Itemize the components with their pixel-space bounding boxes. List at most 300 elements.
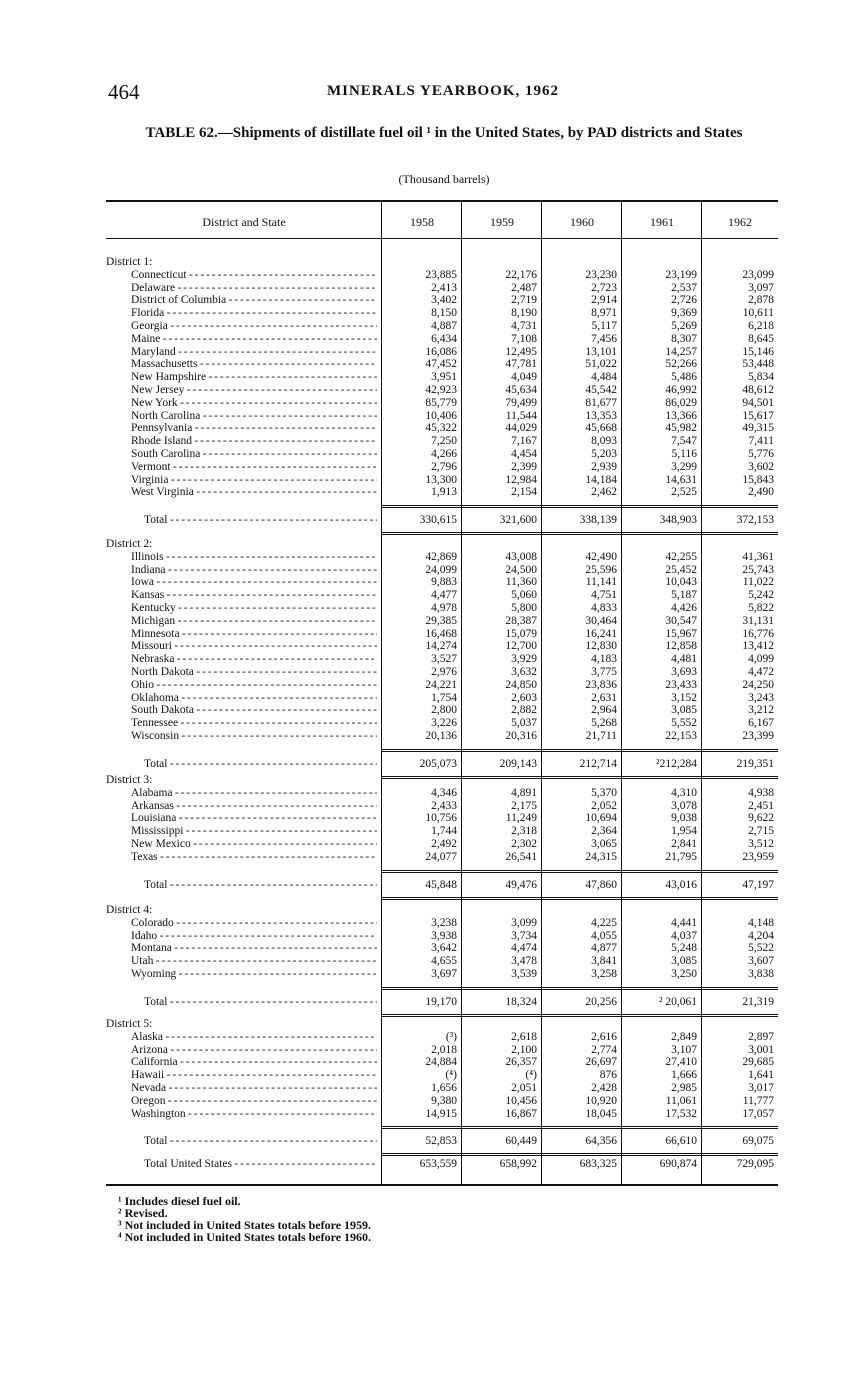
cell-value: 60,449 <box>505 1135 537 1148</box>
table-row <box>106 486 778 499</box>
table-row <box>106 666 778 679</box>
cell-value: 12,830 <box>585 640 617 653</box>
cell-value: 47,781 <box>505 358 537 371</box>
cell-value: 25,452 <box>665 563 697 576</box>
cell-value: 53,448 <box>742 358 774 371</box>
cell-value: 12,858 <box>665 640 697 653</box>
cell-value: 653,559 <box>419 1158 457 1170</box>
row-label: North Dakota - - - <box>131 666 377 679</box>
table-row <box>106 320 778 333</box>
cell-value: 2,490 <box>748 486 774 499</box>
cell-value: 14,915 <box>425 1107 457 1120</box>
row-label: Ohio - - - <box>131 679 377 692</box>
row-label: Massachusetts - - - <box>131 358 377 371</box>
cell-value: 23,959 <box>742 850 774 863</box>
cell-value: 13,412 <box>742 640 774 653</box>
footnote: ³ Not included in United States totals before 1959. <box>118 1218 372 1232</box>
cell-value: 2,451 <box>748 799 774 812</box>
cell-value: 5,037 <box>511 717 537 730</box>
cell-value: 13,101 <box>585 345 617 358</box>
cell-value: 47,452 <box>425 358 457 371</box>
cell-value: 48,612 <box>742 384 774 396</box>
cell-value: 2,964 <box>591 704 617 717</box>
footnote: ¹ Includes diesel fuel oil. <box>118 1194 241 1208</box>
row-label: Pennsylvania - - - <box>131 422 377 435</box>
table-row <box>106 1031 778 1044</box>
cell-value: (³) <box>445 1030 457 1043</box>
table-row <box>106 930 778 943</box>
cell-value: 3,938 <box>431 929 457 942</box>
cell-value: 8,150 <box>431 307 457 320</box>
cell-value: 10,920 <box>585 1094 617 1107</box>
row-label: Oregon - - - <box>131 1095 377 1108</box>
cell-value: 2,051 <box>511 1082 537 1094</box>
total-rule <box>382 532 778 535</box>
cell-value: 5,486 <box>671 371 697 384</box>
table-row <box>106 653 778 666</box>
cell-value: 3,478 <box>511 955 537 968</box>
cell-value: 52,853 <box>425 1135 457 1148</box>
footnote: ⁴ Not included in United States totals before 1960. <box>118 1230 372 1244</box>
cell-value: 11,249 <box>505 812 537 825</box>
cell-value: 2,525 <box>671 486 697 499</box>
table-row <box>106 851 778 864</box>
cell-value: 11,777 <box>742 1094 774 1107</box>
cell-value: 12,700 <box>505 640 537 653</box>
cell-value: 3,099 <box>511 916 537 929</box>
cell-value: 49,476 <box>505 878 537 891</box>
cell-value: 2,719 <box>511 294 537 307</box>
table-row <box>106 1095 778 1108</box>
cell-value: 2,800 <box>431 704 457 717</box>
cell-value: 3,929 <box>511 653 537 666</box>
cell-value: 9,369 <box>671 307 697 320</box>
cell-value: 3,527 <box>431 653 457 666</box>
cell-value: 26,697 <box>585 1056 617 1069</box>
cell-value: 42,923 <box>425 384 457 396</box>
cell-value: 876 <box>599 1069 617 1082</box>
cell-value: 2,976 <box>431 666 457 678</box>
table-row <box>106 717 778 730</box>
cell-value: 14,274 <box>425 640 457 653</box>
cell-value: 4,204 <box>748 929 774 942</box>
table-row <box>106 1044 778 1057</box>
cell-value: 4,454 <box>511 448 537 460</box>
top-rule <box>106 200 778 202</box>
table-row <box>106 448 778 461</box>
cell-value: 2,100 <box>511 1043 537 1056</box>
cell-value: 8,190 <box>511 307 537 320</box>
cell-value: 13,366 <box>665 409 697 422</box>
cell-value: 15,967 <box>665 627 697 640</box>
cell-value: 5,187 <box>671 589 697 602</box>
cell-value: 3,085 <box>671 704 697 717</box>
cell-value: 47,860 <box>585 878 617 891</box>
cell-value: 16,086 <box>425 345 457 358</box>
cell-value: 23,399 <box>742 730 774 742</box>
row-label: Connecticut - - - <box>131 269 377 282</box>
cell-value: 3,212 <box>748 704 774 717</box>
cell-value: 5,776 <box>748 448 774 460</box>
cell-value: 4,055 <box>591 929 617 942</box>
row-label: Utah - - - <box>131 955 377 968</box>
cell-value: 683,325 <box>579 1158 617 1170</box>
row-label: Colorado - - - <box>131 917 377 930</box>
total-row <box>106 1135 778 1148</box>
table-row <box>106 564 778 577</box>
cell-value: 8,307 <box>671 332 697 345</box>
cell-value: 3,085 <box>671 955 697 968</box>
row-label: Vermont - - - <box>131 461 377 474</box>
cell-value: 23,433 <box>665 678 697 691</box>
cell-value: 24,884 <box>425 1056 457 1069</box>
cell-value: 2,878 <box>748 294 774 307</box>
row-label: Maine - - - <box>131 333 377 346</box>
total-rule <box>382 897 778 900</box>
row-label: New Hampshire - - - <box>131 371 377 384</box>
cell-value: 45,848 <box>425 878 457 891</box>
cell-value: 3,250 <box>671 968 697 980</box>
table-row <box>106 692 778 705</box>
row-label: Arkansas - - - <box>131 800 377 813</box>
row-label: Idaho - - - <box>131 930 377 943</box>
page-header <box>108 80 778 106</box>
cell-value: 17,057 <box>742 1107 774 1120</box>
table-row <box>106 269 778 282</box>
total-rule <box>382 749 778 752</box>
cell-value: 2,175 <box>511 799 537 812</box>
table-title: TABLE 62.—Shipments of distillate fuel oil ¹ in the United States, by PAD districts and States <box>145 125 743 141</box>
row-label: Washington - - - <box>131 1108 377 1121</box>
cell-value: 3,607 <box>748 955 774 968</box>
cell-value: 4,310 <box>671 786 697 799</box>
cell-value: 12,984 <box>505 473 537 486</box>
cell-value: 4,731 <box>511 320 537 332</box>
cell-value: 5,242 <box>748 589 774 602</box>
row-label: New Mexico - - - <box>131 838 377 851</box>
cell-value: 2,849 <box>671 1030 697 1043</box>
district-heading <box>106 1018 778 1031</box>
cell-value: 3,017 <box>748 1082 774 1094</box>
cell-value: 5,116 <box>671 448 697 460</box>
row-label: South Dakota - - - <box>131 704 377 717</box>
cell-value: 42,255 <box>665 550 697 563</box>
row-label: Total - - - <box>144 514 377 527</box>
row-label: Indiana - - - <box>131 564 377 577</box>
cell-value: 2,939 <box>591 460 617 473</box>
cell-value: 7,411 <box>748 435 774 448</box>
row-label: Iowa - - - <box>131 576 377 589</box>
cell-value: 7,250 <box>431 435 457 448</box>
column-header-1962: 1962 <box>728 215 752 229</box>
row-label: Total - - - <box>144 1135 377 1148</box>
cell-value: 4,877 <box>591 942 617 955</box>
data-table <box>106 200 778 1188</box>
cell-value: 16,241 <box>585 627 617 640</box>
cell-value: 51,022 <box>585 358 617 371</box>
row-label: Kentucky - - - <box>131 602 377 615</box>
row-label: Alabama - - - <box>131 787 377 800</box>
cell-value: 47,197 <box>742 878 774 891</box>
cell-value: 79,499 <box>505 396 537 409</box>
cell-value: 7,167 <box>511 435 537 448</box>
cell-value: 5,370 <box>591 786 617 799</box>
cell-value: 11,022 <box>742 576 774 589</box>
district-heading <box>106 538 778 551</box>
cell-value: 23,099 <box>742 268 774 281</box>
cell-value: 24,077 <box>425 850 457 863</box>
cell-value: 20,136 <box>425 730 457 742</box>
total-rule <box>382 1014 778 1017</box>
cell-value: 14,257 <box>665 345 697 358</box>
cell-value: 11,360 <box>505 576 537 589</box>
total-rule <box>382 1126 778 1129</box>
table-row <box>106 397 778 410</box>
cell-value: 8,093 <box>591 435 617 448</box>
cell-value: 18,324 <box>505 995 537 1008</box>
cell-value: 45,634 <box>505 384 537 396</box>
row-label: Montana - - - <box>131 942 377 955</box>
cell-value: 7,456 <box>591 332 617 345</box>
cell-value: 1,744 <box>431 825 457 838</box>
cell-value: (⁴) <box>445 1069 457 1082</box>
cell-value: 2,154 <box>511 486 537 499</box>
cell-value: 13,353 <box>585 409 617 422</box>
table-row <box>106 800 778 813</box>
cell-value: 9,380 <box>431 1094 457 1107</box>
cell-value: 30,464 <box>585 614 617 627</box>
cell-value: 4,346 <box>431 786 457 799</box>
cell-value: 6,434 <box>431 332 457 345</box>
cell-value: 94,501 <box>742 396 774 409</box>
cell-value: 9,622 <box>748 812 774 825</box>
row-label: Tennessee - - - <box>131 717 377 730</box>
cell-value: 2,985 <box>671 1082 697 1094</box>
table-row <box>106 825 778 838</box>
footnotes <box>118 1195 371 1243</box>
cell-value: 3,243 <box>748 691 774 704</box>
cell-value: 4,887 <box>431 320 457 332</box>
cell-value: 23,885 <box>425 268 457 281</box>
cell-value: 5,248 <box>671 942 697 955</box>
row-label: Wisconsin - - - <box>131 730 377 743</box>
row-label: North Carolina - - - <box>131 410 377 423</box>
cell-value: 15,079 <box>505 627 537 640</box>
table-row <box>106 384 778 397</box>
row-label: Wyoming - - - <box>131 968 377 981</box>
total-row <box>106 996 778 1009</box>
cell-value: 42,490 <box>585 550 617 563</box>
cell-value: 21,795 <box>665 850 697 863</box>
cell-value: 13,300 <box>425 473 457 486</box>
cell-value: 3,602 <box>748 460 774 473</box>
table-row <box>106 346 778 359</box>
table-row <box>106 787 778 800</box>
cell-value: 45,542 <box>585 384 617 396</box>
cell-value: 43,008 <box>505 550 537 563</box>
cell-value: 3,299 <box>671 460 697 473</box>
row-label: Texas - - - <box>131 851 377 864</box>
cell-value: 86,029 <box>665 396 697 409</box>
footnote: ² Revised. <box>118 1206 168 1220</box>
column-header-district-state: District and State <box>202 215 286 229</box>
row-label: Missouri - - - <box>131 640 377 653</box>
total-row <box>106 758 778 771</box>
cell-value: 690,874 <box>659 1158 697 1170</box>
cell-value: 3,512 <box>748 838 774 850</box>
cell-value: 3,152 <box>671 691 697 704</box>
district-heading <box>106 774 778 787</box>
column-header-1960: 1960 <box>570 215 594 229</box>
cell-value: 5,269 <box>671 320 697 332</box>
cell-value: 5,268 <box>591 717 617 730</box>
cell-value: 2,492 <box>431 838 457 850</box>
table-row <box>106 1082 778 1095</box>
cell-value: 21,711 <box>585 730 617 742</box>
row-label: Total - - - <box>144 758 377 771</box>
cell-value: 14,184 <box>585 473 617 486</box>
cell-value: 15,617 <box>742 409 774 422</box>
cell-value: 2,841 <box>671 838 697 850</box>
cell-value: 2,052 <box>591 799 617 812</box>
district-name: District 5: <box>106 1018 153 1030</box>
cell-value: 24,315 <box>585 850 617 863</box>
cell-value: 20,256 <box>585 995 617 1008</box>
total-row <box>106 514 778 527</box>
district-name: District 1: <box>106 256 153 268</box>
cell-value: 3,226 <box>431 717 457 730</box>
table-row <box>106 576 778 589</box>
cell-value: 2,796 <box>431 460 457 473</box>
cell-value: 3,097 <box>748 281 774 294</box>
table-row <box>106 294 778 307</box>
cell-value: 3,238 <box>431 916 457 929</box>
row-label: Illinois - - - <box>131 551 377 564</box>
table-row <box>106 435 778 448</box>
row-label: California - - - <box>131 1056 377 1069</box>
row-label: Total - - - <box>144 996 377 1009</box>
cell-value: 22,176 <box>505 268 537 281</box>
cell-value: 11,544 <box>505 409 537 422</box>
cell-value: 3,001 <box>748 1043 774 1056</box>
table-row <box>106 704 778 717</box>
cell-value: 6,167 <box>748 717 774 730</box>
cell-value: 8,645 <box>748 332 774 345</box>
cell-value: 2,018 <box>431 1043 457 1056</box>
table-row <box>106 1108 778 1121</box>
cell-value: 10,611 <box>742 307 774 320</box>
cell-value: 4,049 <box>511 371 537 384</box>
cell-value: 9,038 <box>671 812 697 825</box>
cell-value: 2,726 <box>671 294 697 307</box>
row-label: Total United States - - - <box>144 1158 377 1171</box>
cell-value: 29,685 <box>742 1056 774 1069</box>
cell-value: 5,552 <box>671 717 697 730</box>
cell-value: 4,891 <box>511 786 537 799</box>
table-row <box>106 333 778 346</box>
row-label: New York - - - <box>131 397 377 410</box>
cell-value: 9,883 <box>431 576 457 589</box>
cell-value: 16,776 <box>742 627 774 640</box>
cell-value: 15,843 <box>742 473 774 486</box>
total-rule <box>382 870 778 873</box>
cell-value: 348,903 <box>659 514 697 527</box>
cell-value: 27,410 <box>665 1056 697 1069</box>
cell-value: 2,914 <box>591 294 617 307</box>
cell-value: 52,266 <box>665 358 697 371</box>
table-row <box>106 474 778 487</box>
cell-value: 18,045 <box>585 1107 617 1120</box>
cell-value: 4,655 <box>431 955 457 968</box>
cell-value: 3,539 <box>511 968 537 980</box>
cell-value: 1,656 <box>431 1082 457 1094</box>
cell-value: 4,266 <box>431 448 457 460</box>
cell-value: 338,139 <box>579 514 617 527</box>
district-heading <box>106 256 778 269</box>
cell-value: 1,754 <box>431 691 457 704</box>
cell-value: 3,402 <box>431 294 457 307</box>
table-row <box>106 615 778 628</box>
cell-value: 2,364 <box>591 825 617 838</box>
cell-value: 3,838 <box>748 968 774 980</box>
cell-value: 22,153 <box>665 730 697 742</box>
table-row <box>106 307 778 320</box>
cell-value: 24,099 <box>425 563 457 576</box>
district-heading <box>106 904 778 917</box>
cell-value: 4,183 <box>591 653 617 666</box>
table-row <box>106 602 778 615</box>
table-row <box>106 968 778 981</box>
cell-value: 5,522 <box>748 942 774 955</box>
cell-value: 10,043 <box>665 576 697 589</box>
cell-value: 42,869 <box>425 550 457 563</box>
row-label: Oklahoma - - - <box>131 692 377 705</box>
cell-value: 4,477 <box>431 589 457 602</box>
row-label: Mississippi - - - <box>131 825 377 838</box>
cell-value: 16,468 <box>425 627 457 640</box>
cell-value: 5,060 <box>511 589 537 602</box>
district-name: District 3: <box>106 774 153 786</box>
total-rule <box>382 1153 778 1156</box>
cell-value: 29,385 <box>425 614 457 627</box>
row-label: Hawaii - - - <box>131 1069 377 1082</box>
cell-value: 3,951 <box>431 371 457 384</box>
total-row <box>106 879 778 892</box>
cell-value: 85,779 <box>425 396 457 409</box>
cell-value: 24,221 <box>425 678 457 691</box>
cell-value: 28,387 <box>505 614 537 627</box>
cell-value: 15,146 <box>742 345 774 358</box>
row-label: Virginia - - - <box>131 474 377 487</box>
row-label: District of Columbia - - - <box>131 294 377 307</box>
column-header-1959: 1959 <box>490 215 514 229</box>
cell-value: 46,992 <box>665 384 697 396</box>
cell-value: 10,694 <box>585 812 617 825</box>
cell-value: 49,315 <box>742 422 774 435</box>
district-name: District 2: <box>106 538 153 550</box>
table-row <box>106 942 778 955</box>
table-subtitle: (Thousand barrels) <box>398 172 490 186</box>
table-row <box>106 730 778 743</box>
cell-value: 1,666 <box>671 1069 697 1082</box>
cell-value: 7,108 <box>511 332 537 345</box>
row-label: Kansas - - - <box>131 589 377 602</box>
cell-value: 205,073 <box>419 757 457 770</box>
table-row <box>106 589 778 602</box>
cell-value: 209,143 <box>499 757 537 770</box>
cell-value: 81,677 <box>585 396 617 409</box>
cell-value: 2,399 <box>511 460 537 473</box>
